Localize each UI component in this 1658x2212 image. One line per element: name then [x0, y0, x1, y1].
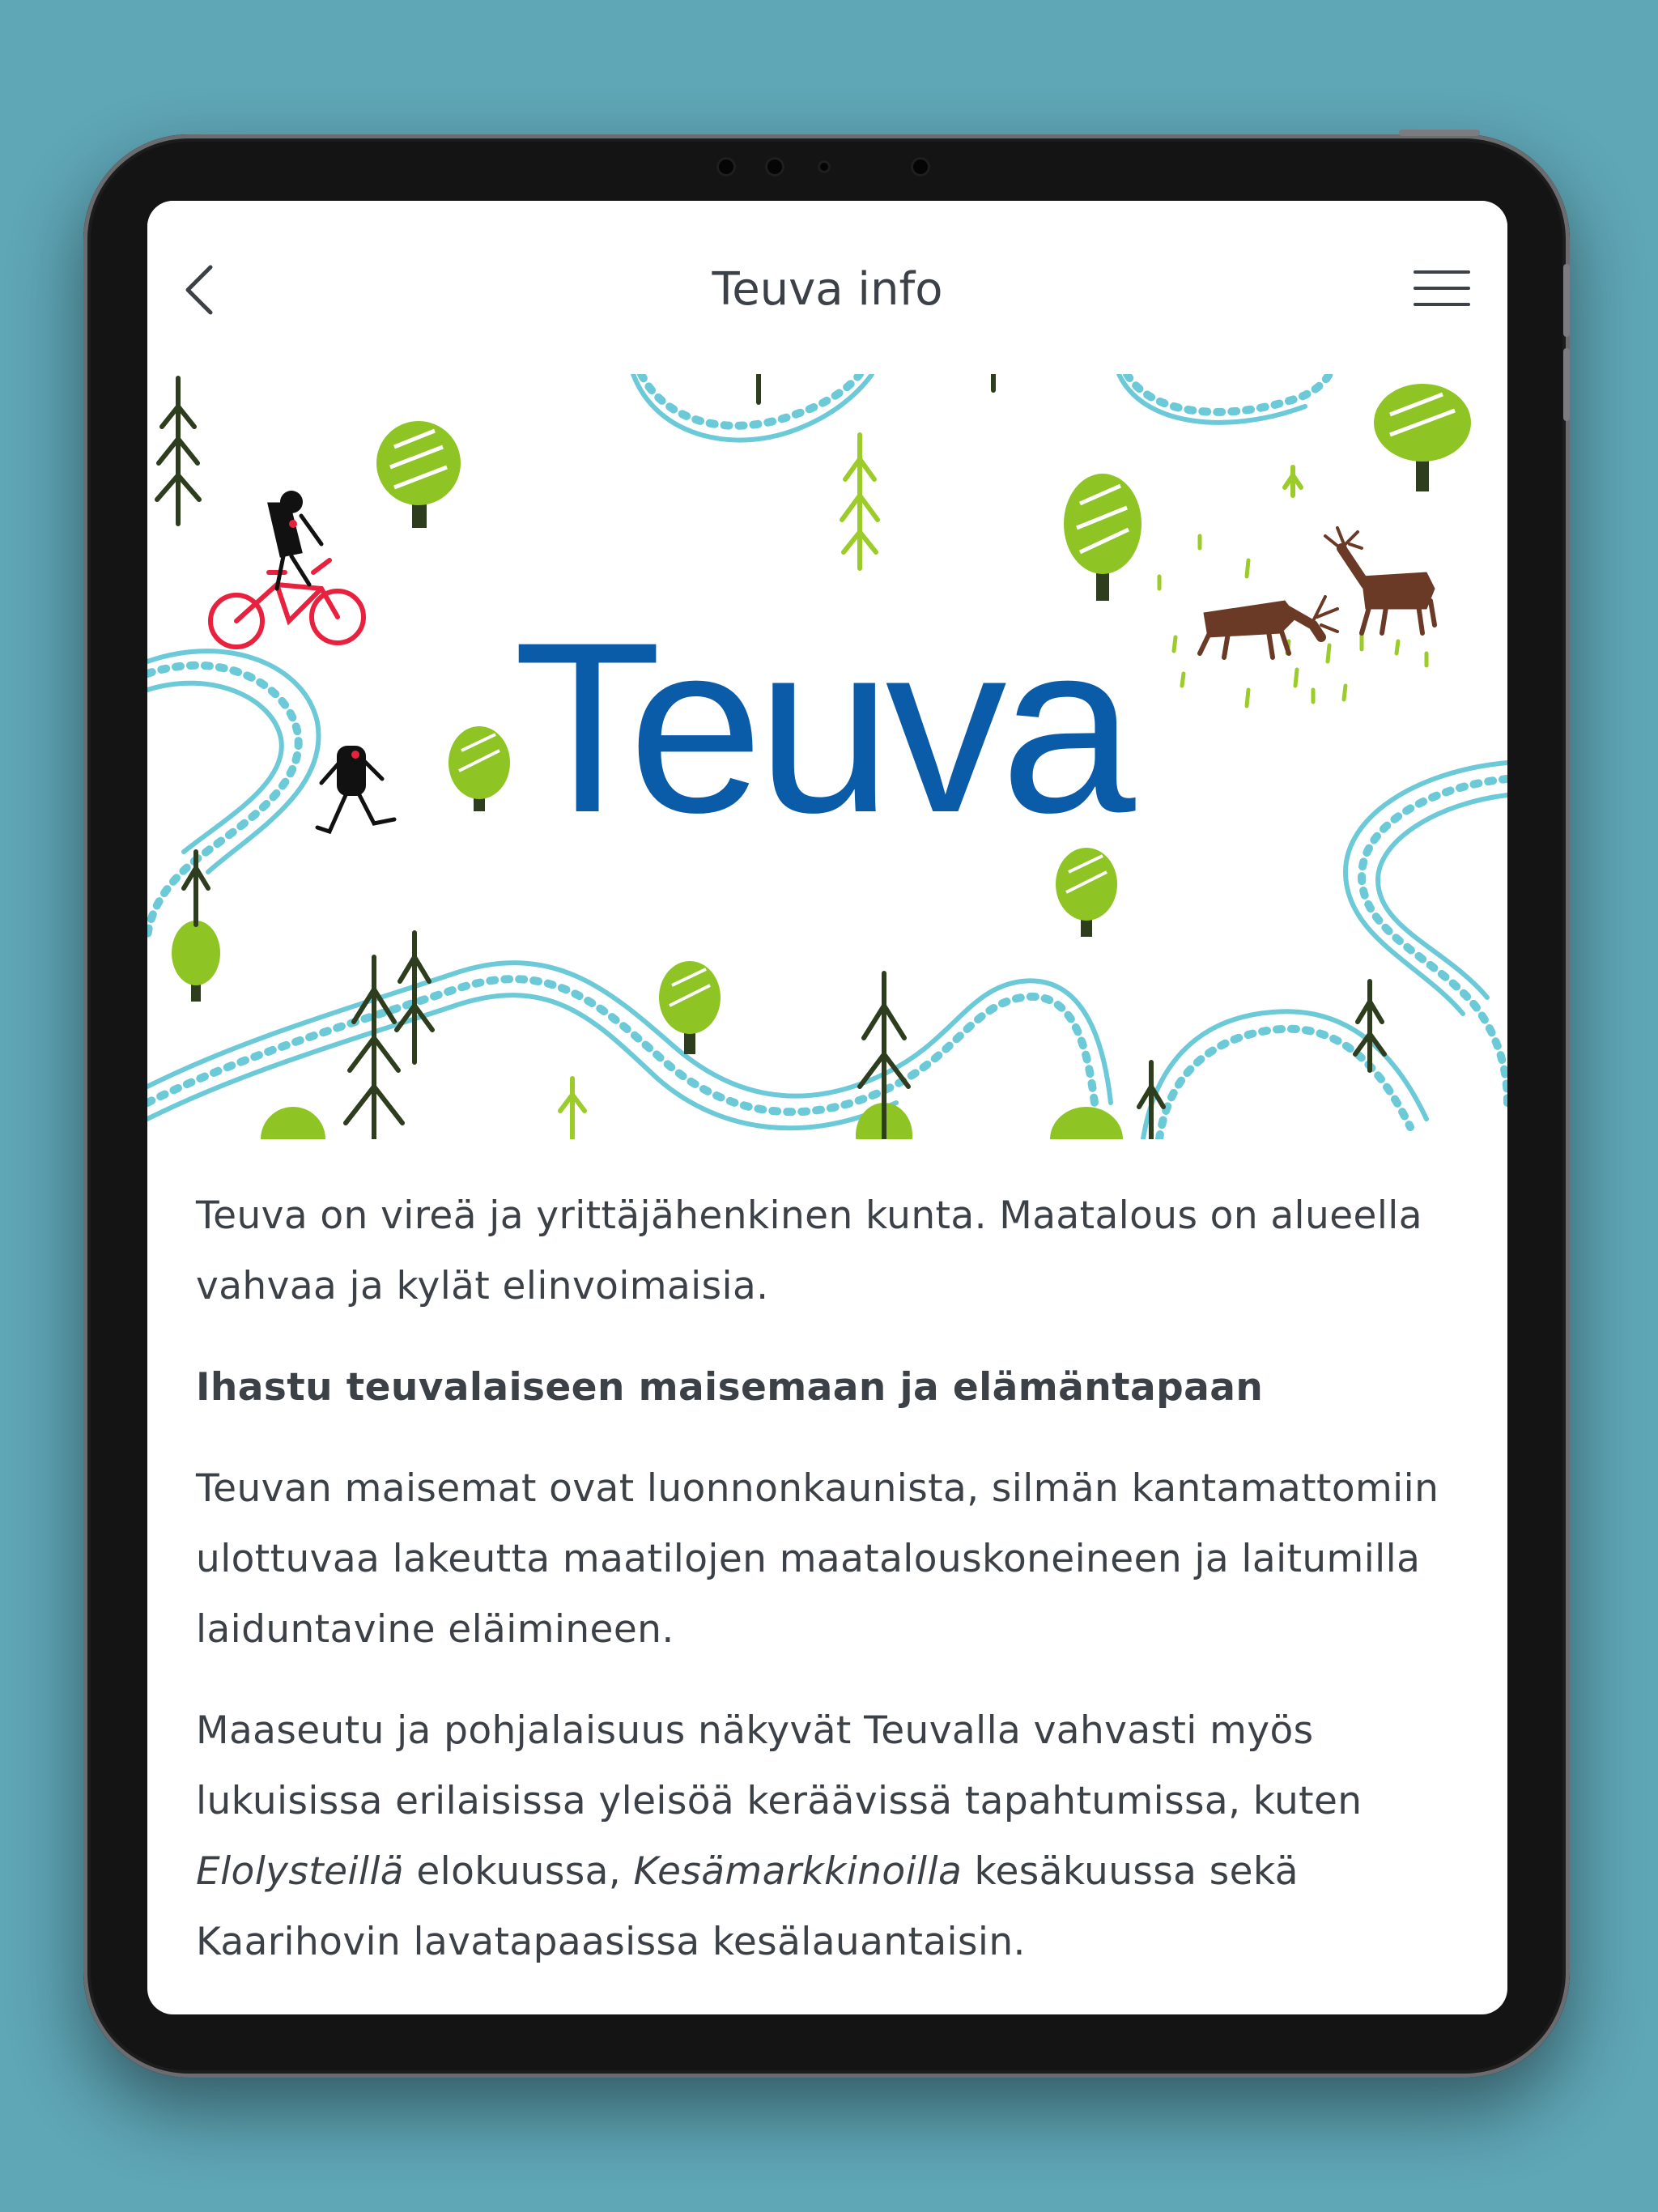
- menu-button[interactable]: [1410, 264, 1475, 313]
- page-title: Teuva info: [712, 263, 943, 316]
- event-kaarihovi: Kaarihovin: [196, 1920, 402, 1964]
- landscape-paragraph: Teuvan maisemat ovat luonnonkaunista, silmän kantamattomiin ulottuvaa lakeutta maatilojen maatalouskoneineen ja laitumilla laiduntavine eläimineen.: [196, 1466, 1439, 1652]
- volume-up-button: [1563, 264, 1570, 337]
- chevron-left-icon: [172, 257, 228, 322]
- camera-bar: [716, 151, 943, 183]
- hero-illustration: [147, 374, 1507, 1139]
- volume-down-button: [1563, 348, 1570, 421]
- event-kesamarkkinat: Kesämarkkinoilla: [633, 1849, 963, 1894]
- app-screen: [147, 201, 1507, 2014]
- teuva-logo: Teuva: [513, 591, 1129, 863]
- navigation-bar: [147, 201, 1507, 374]
- intro-paragraph: Teuva on vireä ja yrittäjähenkinen kunta. Maatalous on alueella vahvaa ja kylät elinvoimaisia.: [196, 1193, 1422, 1308]
- events-text-3: kesäkuussa sekä: [962, 1849, 1299, 1894]
- back-button[interactable]: [172, 257, 228, 322]
- events-text-2: elokuussa,: [404, 1849, 634, 1894]
- article-content: [196, 1180, 1459, 2008]
- hamburger-menu-icon: [1410, 264, 1475, 313]
- hero-banner: [147, 374, 1507, 1139]
- events-text-1: Maaseutu ja pohjalaisuus näkyvät Teuvalla vahvasti myös lukuisissa erilaisissa yleisöä keräävissä tapahtumissa, kuten: [196, 1708, 1363, 1823]
- section-heading: Ihastu teuvalaiseen maisemaan ja elämäntapaan: [196, 1365, 1264, 1410]
- power-button: [1399, 130, 1480, 136]
- events-paragraph: [196, 1695, 1459, 1977]
- event-elolysti: Elolysteillä: [196, 1849, 404, 1894]
- events-text-4: lavatapaasissa kesälauantaisin.: [401, 1920, 1026, 1964]
